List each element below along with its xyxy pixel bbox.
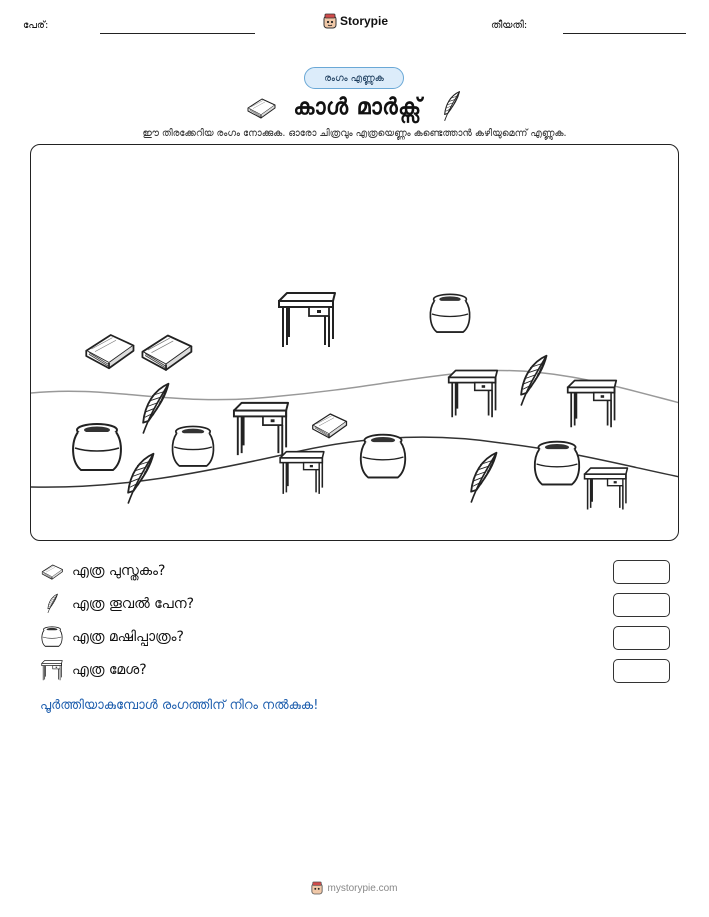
question-row [40,560,165,582]
quill-icon [459,450,505,508]
desk-icon [275,289,339,349]
name-label: പേര്: [23,20,49,31]
book-icon [40,560,64,582]
desk-icon [445,367,501,419]
question-row [40,626,184,648]
book-icon [245,95,277,119]
page-title: കാൾ മാർക്സ് [293,94,422,120]
inkpot-icon [531,437,583,491]
name-line[interactable] [100,33,255,34]
storypie-logo [323,13,388,29]
answer-box[interactable] [613,593,670,617]
quill-icon [40,593,64,615]
answer-box[interactable] [613,560,670,584]
footer [0,881,709,895]
coloring-note: പൂർത്തിയാകുമ്പോൾ രംഗത്തിന് നിറം നൽകുക! [40,698,319,713]
inkpot-icon [40,626,64,648]
question-row [40,659,147,681]
desk-icon [581,465,631,511]
book-icon [81,328,137,370]
quill-icon [438,90,464,124]
book-icon [137,328,195,372]
question-text: എത്ര പുസ്തകം? [72,563,166,579]
desk-icon [563,377,621,429]
book-icon [309,408,349,440]
activity-badge: രംഗം എണ്ണുക [304,67,404,89]
inkpot-icon [427,291,473,337]
quill-icon [509,353,555,411]
inkpot-icon [357,430,409,484]
question-text: എത്ര മഷിപ്പാത്രം? [72,629,184,645]
date-line[interactable] [563,33,686,34]
inkpot-icon [69,420,125,476]
counting-scene [30,144,679,541]
question-row [40,593,194,615]
instructions: ഈ തിരക്കേറിയ രംഗം നോക്കുക. ഓരോ ചിത്രവും എത്രയെണ്ണം കണ്ടെത്താൻ കഴിയുമെന്ന് എണ്ണുക. [142,128,567,139]
storypie-mascot-icon [311,881,323,895]
question-text: എത്ര തൂവൽ പേന? [72,596,195,612]
inkpot-icon [169,422,217,472]
date-label: തീയതി: [491,20,528,31]
desk-icon [277,448,327,496]
brand-name: Storypie [340,14,389,28]
answer-box[interactable] [613,626,670,650]
storypie-mascot-icon [323,13,337,29]
answer-box[interactable] [613,659,670,683]
desk-icon [40,659,64,681]
question-text: എത്ര മേശ? [72,662,147,678]
footer-url: mystorypie.com [327,882,398,894]
title-row [0,90,709,124]
